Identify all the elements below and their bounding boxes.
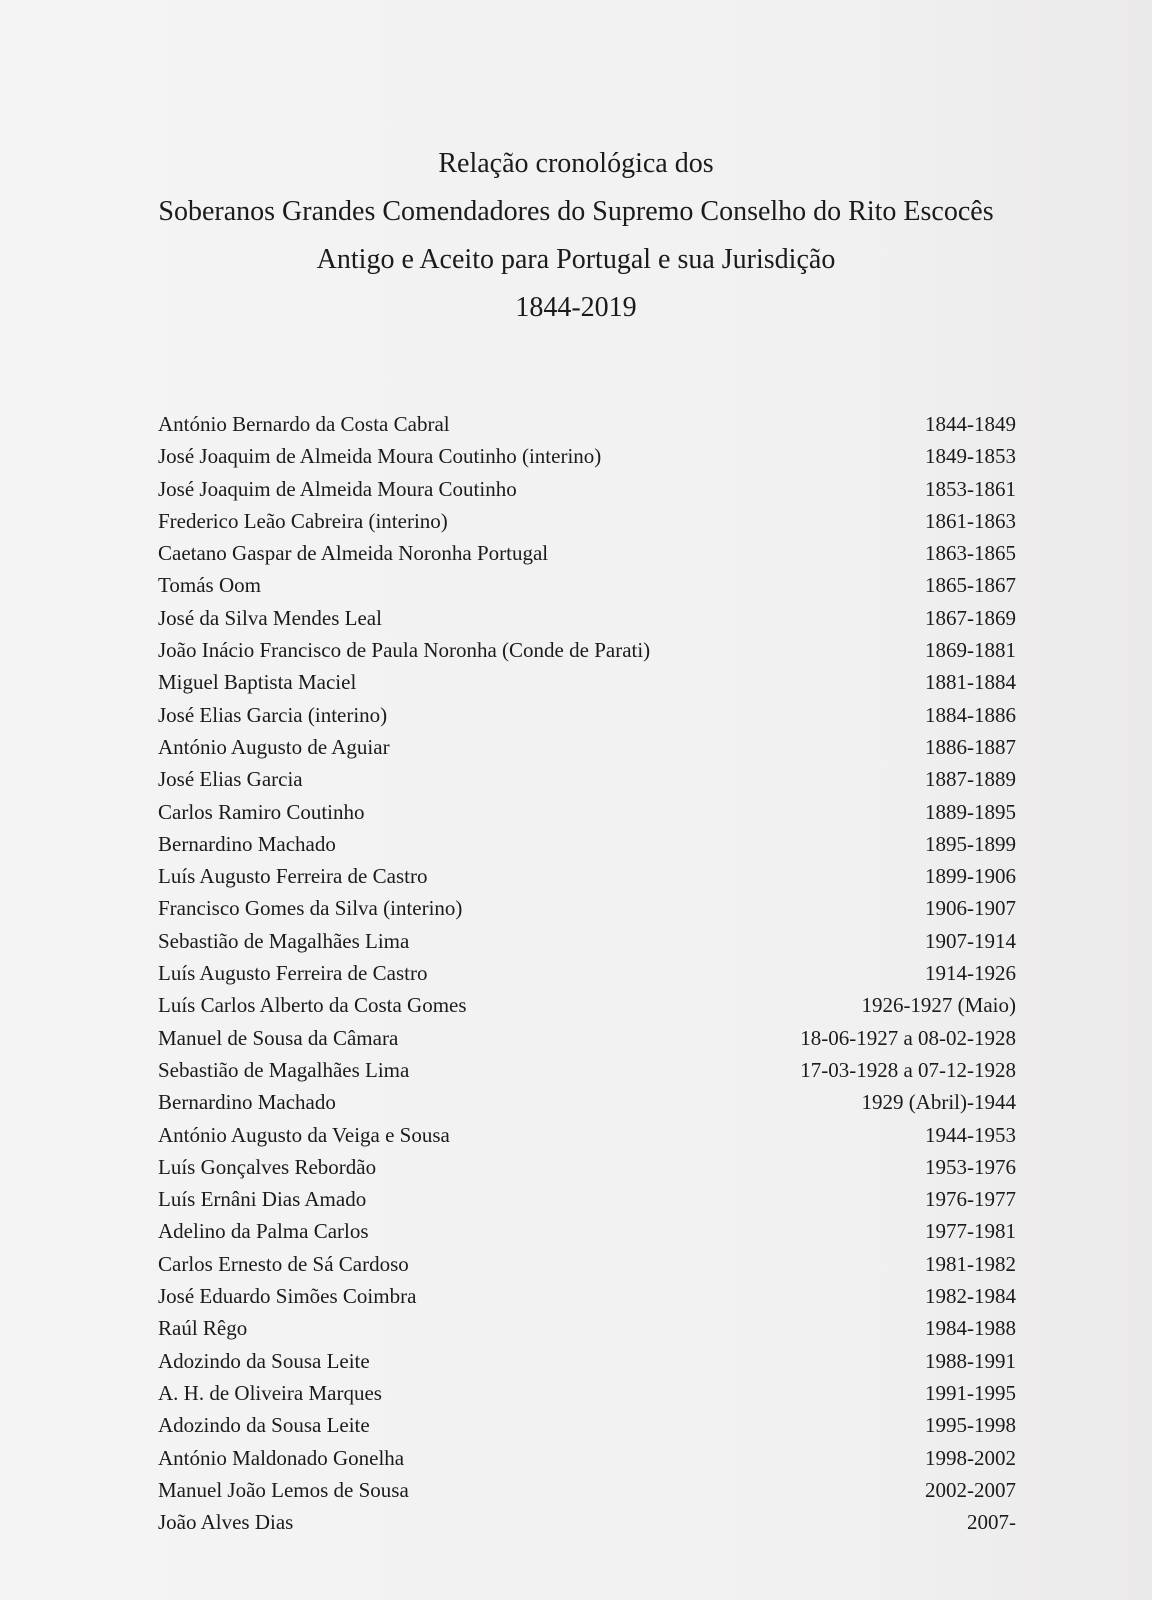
entry-name: José Elias Garcia (interino) <box>158 702 388 727</box>
title-line-4: 1844-2019 <box>515 292 637 323</box>
entry-name: Luís Augusto Ferreira de Castro <box>158 961 428 986</box>
entry-name: José Joaquim de Almeida Moura Coutinho (interino) <box>158 444 602 469</box>
list-item <box>158 896 1016 928</box>
list-item <box>158 961 1016 993</box>
list-item <box>158 1316 1016 1348</box>
entry-dates: 1899-1906 <box>925 864 1016 889</box>
entry-name: José Joaquim de Almeida Moura Coutinho <box>158 476 517 501</box>
list-item <box>158 1413 1016 1445</box>
list-item <box>158 1252 1016 1284</box>
entry-dates: 1998-2002 <box>925 1445 1016 1470</box>
entry-name: Caetano Gaspar de Almeida Noronha Portugal <box>158 541 549 566</box>
entry-dates: 1884-1886 <box>925 702 1016 727</box>
entry-name: António Augusto de Aguiar <box>158 734 390 759</box>
entry-name: Luís Carlos Alberto da Costa Gomes <box>158 993 467 1018</box>
entry-name: Frederico Leão Cabreira (interino) <box>158 508 448 533</box>
list-item <box>158 638 1016 670</box>
entry-name: Bernardino Machado <box>158 1090 336 1115</box>
list-item <box>158 767 1016 799</box>
list-item <box>158 1510 1016 1542</box>
list-item <box>158 477 1016 509</box>
list-item <box>158 412 1016 444</box>
document-header <box>0 140 1152 332</box>
list-item <box>158 1155 1016 1187</box>
entry-dates: 1863-1865 <box>925 541 1016 566</box>
entry-name: Tomás Oom <box>158 573 261 598</box>
list-item <box>158 1284 1016 1316</box>
entry-name: Adelino da Palma Carlos <box>158 1219 369 1244</box>
entry-dates: 1995-1998 <box>925 1413 1016 1438</box>
entry-name: Carlos Ramiro Coutinho <box>158 799 365 824</box>
entry-dates: 1895-1899 <box>925 831 1016 856</box>
entry-name: A. H. de Oliveira Marques <box>158 1380 382 1405</box>
entry-dates: 1886-1887 <box>925 734 1016 759</box>
entry-dates: 1861-1863 <box>925 508 1016 533</box>
list-item <box>158 864 1016 896</box>
entry-dates: 18-06-1927 a 08-02-1928 <box>800 1025 1016 1050</box>
list-item <box>158 1446 1016 1478</box>
entry-dates: 1867-1869 <box>925 605 1016 630</box>
entry-name: António Augusto da Veiga e Sousa <box>158 1122 450 1147</box>
entry-name: José Eduardo Simões Coimbra <box>158 1284 417 1309</box>
list-item <box>158 800 1016 832</box>
entry-dates: 1981-1982 <box>925 1251 1016 1276</box>
title-line-2: Soberanos Grandes Comendadores do Supremo Conselho do Rito Escocês <box>158 196 994 227</box>
entry-dates: 1988-1991 <box>925 1348 1016 1373</box>
entry-dates: 1944-1953 <box>925 1122 1016 1147</box>
entry-dates: 1982-1984 <box>925 1284 1016 1309</box>
list-item <box>158 929 1016 961</box>
entry-dates: 1889-1895 <box>925 799 1016 824</box>
entry-dates: 1914-1926 <box>925 961 1016 986</box>
list-item <box>158 444 1016 476</box>
list-item <box>158 1349 1016 1381</box>
entry-name: Raúl Rêgo <box>158 1316 248 1341</box>
title-line-3: Antigo e Aceito para Portugal e sua Jurisdição <box>316 244 836 275</box>
list-item <box>158 670 1016 702</box>
list-item <box>158 703 1016 735</box>
entry-name: Carlos Ernesto de Sá Cardoso <box>158 1251 409 1276</box>
entry-name: João Alves Dias <box>158 1510 294 1535</box>
list-item <box>158 1381 1016 1413</box>
entry-dates: 1976-1977 <box>925 1187 1016 1212</box>
entry-name: José Elias Garcia <box>158 767 303 792</box>
entry-name: António Maldonado Gonelha <box>158 1445 405 1470</box>
list-item <box>158 1123 1016 1155</box>
list-item <box>158 832 1016 864</box>
entry-dates: 1929 (Abril)-1944 <box>861 1090 1016 1115</box>
entry-name: Francisco Gomes da Silva (interino) <box>158 896 463 921</box>
list-item <box>158 573 1016 605</box>
entry-dates: 1844-1849 <box>925 412 1016 436</box>
list-item <box>158 1478 1016 1510</box>
list-item <box>158 541 1016 573</box>
entry-dates: 1953-1976 <box>925 1154 1016 1179</box>
entry-dates: 1865-1867 <box>925 573 1016 598</box>
entry-name: Luís Augusto Ferreira de Castro <box>158 864 428 889</box>
entry-dates: 1853-1861 <box>925 476 1016 501</box>
entry-name: Bernardino Machado <box>158 831 336 856</box>
entry-dates: 1887-1889 <box>925 767 1016 792</box>
entry-name: António Bernardo da Costa Cabral <box>158 412 450 436</box>
entry-dates: 17-03-1928 a 07-12-1928 <box>800 1057 1016 1082</box>
entry-dates: 2007- <box>967 1510 1016 1535</box>
entry-dates: 1991-1995 <box>925 1380 1016 1405</box>
entry-name: Sebastião de Magalhães Lima <box>158 928 410 953</box>
list-item <box>158 993 1016 1025</box>
entry-name: Manuel João Lemos de Sousa <box>158 1477 409 1502</box>
entry-name: Manuel de Sousa da Câmara <box>158 1025 399 1050</box>
entry-dates: 1881-1884 <box>925 670 1016 695</box>
entry-dates: 2002-2007 <box>925 1477 1016 1502</box>
entry-dates: 1869-1881 <box>925 638 1016 663</box>
list-item <box>158 606 1016 638</box>
entry-name: Luís Ernâni Dias Amado <box>158 1187 367 1212</box>
list-item <box>158 1090 1016 1122</box>
entry-name: José da Silva Mendes Leal <box>158 605 382 630</box>
entry-dates: 1977-1981 <box>925 1219 1016 1244</box>
entry-name: Luís Gonçalves Rebordão <box>158 1154 377 1179</box>
list-item <box>158 1219 1016 1251</box>
entry-name: Adozindo da Sousa Leite <box>158 1348 370 1373</box>
entry-dates: 1984-1988 <box>925 1316 1016 1341</box>
list-item <box>158 1187 1016 1219</box>
entry-dates: 1906-1907 <box>925 896 1016 921</box>
entry-dates: 1849-1853 <box>925 444 1016 469</box>
list-item <box>158 735 1016 767</box>
list-item <box>158 509 1016 541</box>
list-item <box>158 1058 1016 1090</box>
commanders-list <box>158 412 1016 1542</box>
entry-name: Adozindo da Sousa Leite <box>158 1413 370 1438</box>
list-item <box>158 1026 1016 1058</box>
entry-dates: 1907-1914 <box>925 928 1016 953</box>
entry-name: João Inácio Francisco de Paula Noronha (Conde de Parati) <box>158 638 651 663</box>
entry-dates: 1926-1927 (Maio) <box>861 993 1016 1018</box>
title-line-1: Relação cronológica dos <box>438 148 714 179</box>
entry-name: Miguel Baptista Maciel <box>158 670 357 695</box>
entry-name: Sebastião de Magalhães Lima <box>158 1057 410 1082</box>
